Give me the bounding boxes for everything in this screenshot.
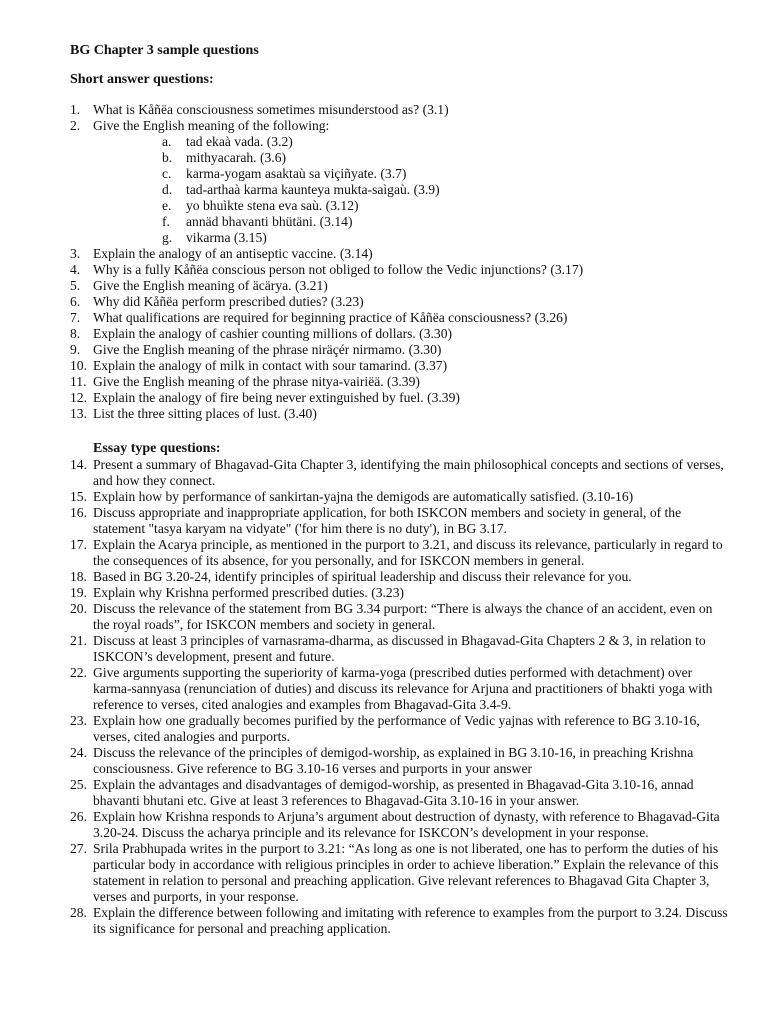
question-text: Give the English meaning of äcärya. (3.21): [93, 278, 328, 293]
question-item: [70, 601, 730, 633]
question-item: [70, 262, 730, 278]
question-text: Give the English meaning of the phrase niräçér nirmamo. (3.30): [93, 342, 442, 357]
sub-item: [162, 134, 440, 150]
question-text: List the three sitting places of lust. (3.40): [93, 406, 317, 421]
question-item: [70, 342, 730, 358]
question-text: Based in BG 3.20-24, identify principles of spiritual leadership and discuss their relevance for you.: [93, 569, 632, 584]
question-item: [70, 278, 730, 294]
question-number: 6.: [70, 294, 81, 309]
question-number: 10.: [70, 358, 87, 373]
question-text: Discuss the relevance of the principles of demigod-worship, as explained in BG 3.10-16, in preaching Krishna consciousness. Give reference to BG 3.10-16 verses and purports in your answer: [93, 745, 694, 776]
document-title: BG Chapter 3 sample questions: [70, 43, 259, 58]
question-number: 9.: [70, 342, 81, 357]
sub-item: [162, 230, 440, 246]
sub-item-text: karma-yogam asaktaù sa viçiñyate. (3.7): [186, 166, 407, 181]
question-number: 16.: [70, 505, 87, 520]
short-questions-list-a: [70, 102, 730, 134]
question-item: [70, 713, 730, 745]
question-text: Explain the analogy of an antiseptic vaccine. (3.14): [93, 246, 373, 261]
short-answer-heading: Short answer questions:: [70, 72, 214, 87]
short-questions-list-b: [70, 246, 730, 422]
question-number: 4.: [70, 262, 81, 277]
question-number: 7.: [70, 310, 81, 325]
question-text: Why is a fully Kåñëa conscious person not obliged to follow the Vedic injunctions? (3.17): [93, 262, 584, 277]
question-text: Present a summary of Bhagavad-Gita Chapter 3, identifying the main philosophical concepts and sections of verses, and how they connect.: [93, 457, 724, 488]
question-number: 15.: [70, 489, 87, 504]
question-number: 1.: [70, 102, 81, 117]
question-item: [70, 374, 730, 390]
question-item: [70, 745, 730, 777]
essay-heading: Essay type questions:: [93, 441, 221, 456]
sub-item-letter: g.: [162, 230, 173, 245]
question-item: [70, 457, 730, 489]
sub-item-letter: f.: [162, 214, 170, 229]
sub-item-text: tad ekaà vada. (3.2): [186, 134, 293, 149]
question-item: [70, 809, 730, 841]
question-number: 22.: [70, 665, 87, 680]
sub-items-list: [162, 134, 440, 246]
sub-item-text: tad-arthaà karma kaunteya mukta-saìgaù. (3.9): [186, 182, 440, 197]
question-item: [70, 905, 730, 937]
question-number: 25.: [70, 777, 87, 792]
question-text: Discuss appropriate and inappropriate application, for both ISKCON members and society in general, of the statement "tasya karyam na vidyate" ('for him there is no duty'), in BG 3.17.: [93, 505, 682, 536]
question-number: 13.: [70, 406, 87, 421]
sub-item-letter: a.: [162, 134, 172, 149]
question-text: Give arguments supporting the superiority of karma-yoga (prescribed duties performed with detachment) over karma-sannyasa (renunciation of duties) and discuss its relevance for Arjuna and practitioners of bhakti yoga with reference to verses, cited analogies and examples from Bhagavad-Gita 3.4-9.: [93, 665, 713, 712]
question-number: 12.: [70, 390, 87, 405]
sub-item: [162, 166, 440, 182]
question-text: Explain the advantages and disadvantages of demigod-worship, as presented in Bhagavad-Gita 3.10-16, annad bhavanti bhutani etc. Give at least 3 references to Bhagavad-Gita 3.10-16 in your answer.: [93, 777, 694, 808]
question-item: [70, 102, 730, 118]
question-number: 8.: [70, 326, 81, 341]
question-text: Give the English meaning of the phrase nitya-vairiëä. (3.39): [93, 374, 420, 389]
question-text: Explain the analogy of fire being never extinguished by fuel. (3.39): [93, 390, 460, 405]
question-number: 17.: [70, 537, 87, 552]
question-text: Why did Kåñëa perform prescribed duties? (3.23): [93, 294, 364, 309]
essay-questions-list: [70, 457, 730, 937]
sub-item-text: yo bhuìkte stena eva saù. (3.12): [186, 198, 359, 213]
question-number: 28.: [70, 905, 87, 920]
question-item: [70, 633, 730, 665]
question-item: [70, 841, 730, 905]
sub-item-letter: b.: [162, 150, 173, 165]
question-text: Explain the Acarya principle, as mentioned in the purport to 3.21, and discuss its relevance, particularly in regard to the consequences of its absence, for you personally, and for ISKCON members in general.: [93, 537, 723, 568]
question-number: 24.: [70, 745, 87, 760]
sub-item-text: vikarma (3.15): [186, 230, 267, 245]
question-item: [70, 569, 730, 585]
question-item: [70, 777, 730, 809]
question-item: [70, 118, 730, 134]
question-text: Discuss at least 3 principles of varnasrama-dharma, as discussed in Bhagavad-Gita Chapters 2 & 3, in relation to ISKCON’s development, present and future.: [93, 633, 706, 664]
question-number: 23.: [70, 713, 87, 728]
question-item: [70, 489, 730, 505]
question-text: Explain how Krishna responds to Arjuna’s argument about destruction of dynasty, with reference to Bhagavad-Gita 3.20-24. Discuss the acharya principle and its relevance for ISKCON’s development in your response.: [93, 809, 720, 840]
question-number: 18.: [70, 569, 87, 584]
question-text: Explain the analogy of cashier counting millions of dollars. (3.30): [93, 326, 453, 341]
question-text: Explain the difference between following and imitating with reference to examples from the purport to 3.24. Discuss its significance for personal and preaching application.: [93, 905, 728, 936]
question-text: Explain how one gradually becomes purified by the performance of Vedic yajnas with reference to BG 3.10-16, verses, cited analogies and purports.: [93, 713, 700, 744]
question-text: Srila Prabhupada writes in the purport to 3.21: “As long as one is not liberated, one has to perform the duties of his particular body in accordance with religious principles in order to achieve liberation.” Explain the relevance of this statement in relation to personal and preaching application. Give relevant references to Bhagavad Gita Chapter 3, verses and purports, in your response.: [93, 841, 719, 904]
sub-item-text: annäd bhavanti bhütäni. (3.14): [186, 214, 353, 229]
sub-item: [162, 150, 440, 166]
question-item: [70, 406, 730, 422]
question-item: [70, 505, 730, 537]
question-item: [70, 390, 730, 406]
question-text: Discuss the relevance of the statement from BG 3.34 purport: “There is always the chance of an accident, even on the royal roads”, for ISKCON members and society in general.: [93, 601, 713, 632]
question-item: [70, 585, 730, 601]
question-number: 19.: [70, 585, 87, 600]
sub-item: [162, 214, 440, 230]
question-item: [70, 246, 730, 262]
question-item: [70, 294, 730, 310]
question-item: [70, 537, 730, 569]
question-text: Explain the analogy of milk in contact with sour tamarind. (3.37): [93, 358, 448, 373]
question-number: 26.: [70, 809, 87, 824]
sub-item: [162, 198, 440, 214]
sub-item: [162, 182, 440, 198]
sub-item-letter: c.: [162, 166, 172, 181]
question-item: [70, 358, 730, 374]
sub-item-letter: e.: [162, 198, 172, 213]
question-text: Give the English meaning of the following:: [93, 118, 330, 133]
question-item: [70, 310, 730, 326]
question-number: 3.: [70, 246, 81, 261]
question-number: 5.: [70, 278, 81, 293]
question-item: [70, 326, 730, 342]
question-text: Explain how by performance of sankirtan-yajna the demigods are automatically satisfied. (3.10-16): [93, 489, 634, 504]
question-item: [70, 665, 730, 713]
question-number: 11.: [70, 374, 87, 389]
question-number: 21.: [70, 633, 87, 648]
question-number: 2.: [70, 118, 81, 133]
question-number: 27.: [70, 841, 87, 856]
question-text: What is Kåñëa consciousness sometimes misunderstood as? (3.1): [93, 102, 449, 117]
question-number: 20.: [70, 601, 87, 616]
question-text: Explain why Krishna performed prescribed duties. (3.23): [93, 585, 405, 600]
sub-item-letter: d.: [162, 182, 173, 197]
question-text: What qualifications are required for beginning practice of Kåñëa consciousness? (3.26): [93, 310, 568, 325]
sub-item-text: mithyacarah. (3.6): [186, 150, 287, 165]
question-number: 14.: [70, 457, 87, 472]
